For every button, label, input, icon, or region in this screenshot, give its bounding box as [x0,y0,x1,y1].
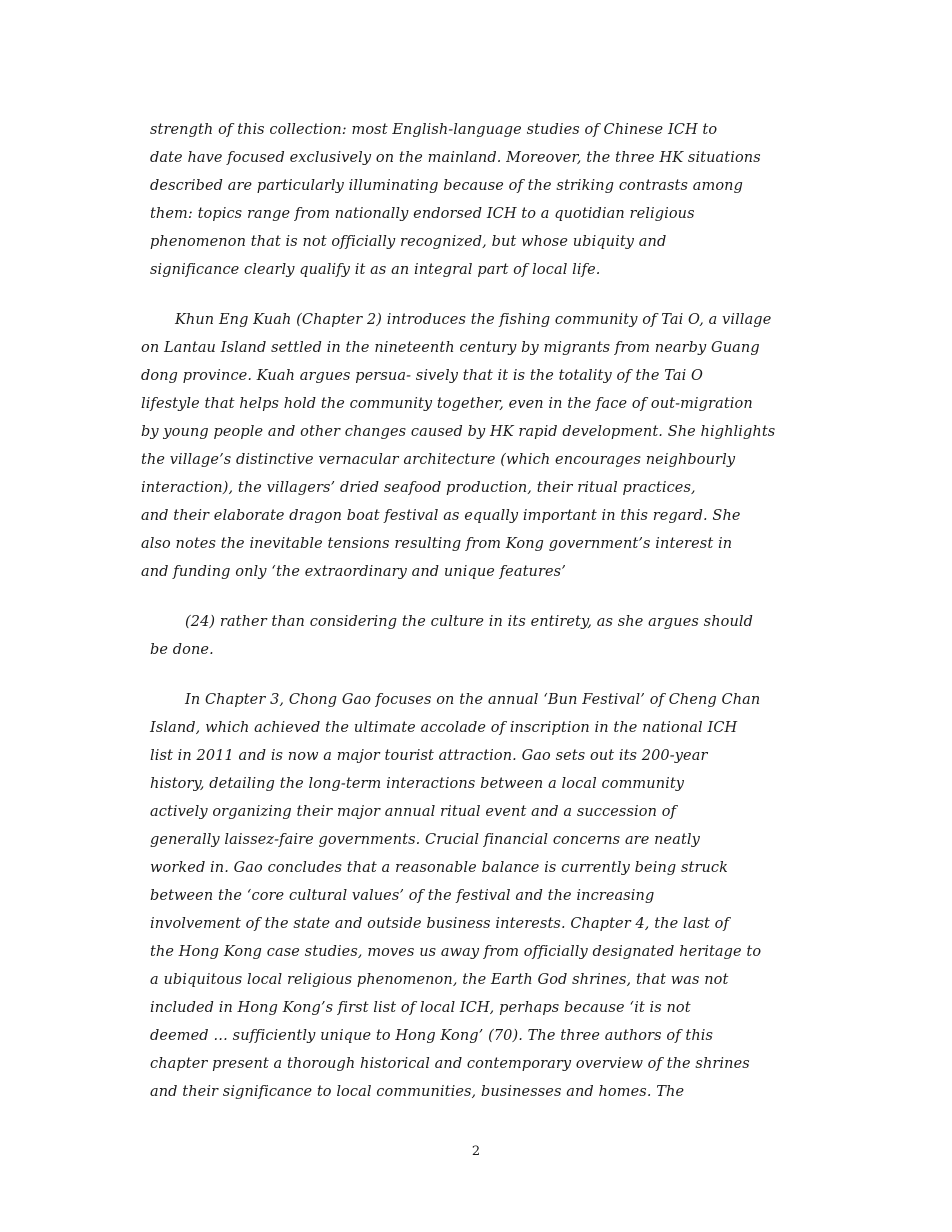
text-line: Khun Eng Kuah (Chapter 2) introduces the fishing community of Tai O, a village [175,312,772,328]
text-line: described are particularly illuminating because of the striking contrasts among [150,178,743,194]
text-line: In Chapter 3, Chong Gao focuses on the annual ‘Bun Festival’ of Cheng Chan [185,692,761,708]
text-line: history, detailing the long-term interactions between a local community [150,776,685,792]
text-line: date have focused exclusively on the mainland. Moreover, the three HK situations [150,150,761,166]
text-line: the Hong Kong case studies, moves us away from officially designated heritage to [150,944,762,960]
text-line: interaction), the villagers’ dried seafood production, their ritual practices, [141,480,696,496]
text-line: significance clearly qualify it as an integral part of local life. [150,262,601,278]
text-line: them: topics range from nationally endorsed ICH to a quotidian religious [150,206,695,222]
text-line: phenomenon that is not officially recognized, but whose ubiquity and [150,234,667,250]
text-line: deemed … sufficiently unique to Hong Kong’ (70). The three authors of this [150,1028,714,1044]
text-line: also notes the inevitable tensions resulting from Kong government’s interest in [141,536,733,552]
text-line: actively organizing their major annual ritual event and a succession of [150,804,677,820]
text-line: and their significance to local communities, businesses and homes. The [150,1084,685,1100]
text-line: Island, which achieved the ultimate accolade of inscription in the national ICH [150,720,738,736]
text-line: the village’s distinctive vernacular architecture (which encourages neighbourly [141,452,736,468]
text-line: between the ‘core cultural values’ of the festival and the increasing [150,888,655,904]
text-line: and their elaborate dragon boat festival as equally important in this regard. She [141,508,741,524]
text-line: by young people and other changes caused by HK rapid development. She highlights [141,424,776,440]
text-line: chapter present a thorough historical and contemporary overview of the shrines [150,1056,750,1072]
text-line: on Lantau Island settled in the nineteenth century by migrants from nearby Guang [141,340,760,356]
text-line: a ubiquitous local religious phenomenon, the Earth God shrines, that was not [150,972,729,988]
text-line: list in 2011 and is now a major tourist attraction. Gao sets out its 200-year [150,748,708,764]
text-line: and funding only ‘the extraordinary and unique features’ [141,564,566,580]
text-line: generally laissez-faire governments. Crucial financial concerns are neatly [150,832,700,848]
text-line: lifestyle that helps hold the community together, even in the face of out-migration [141,396,753,412]
text-line: involvement of the state and outside business interests. Chapter 4, the last of [150,916,729,932]
text-line: dong province. Kuah argues persua- sively that it is the totality of the Tai O [141,368,704,384]
text-line: strength of this collection: most English-language studies of Chinese ICH to [150,122,718,138]
text-line: be done. [150,642,214,658]
text-line: worked in. Gao concludes that a reasonable balance is currently being struck [150,860,729,876]
text-line: (24) rather than considering the culture in its entirety, as she argues should [185,614,754,630]
page-number: 2 [471,1144,481,1159]
text-line: included in Hong Kong’s first list of local ICH, perhaps because ‘it is not [150,1000,691,1016]
